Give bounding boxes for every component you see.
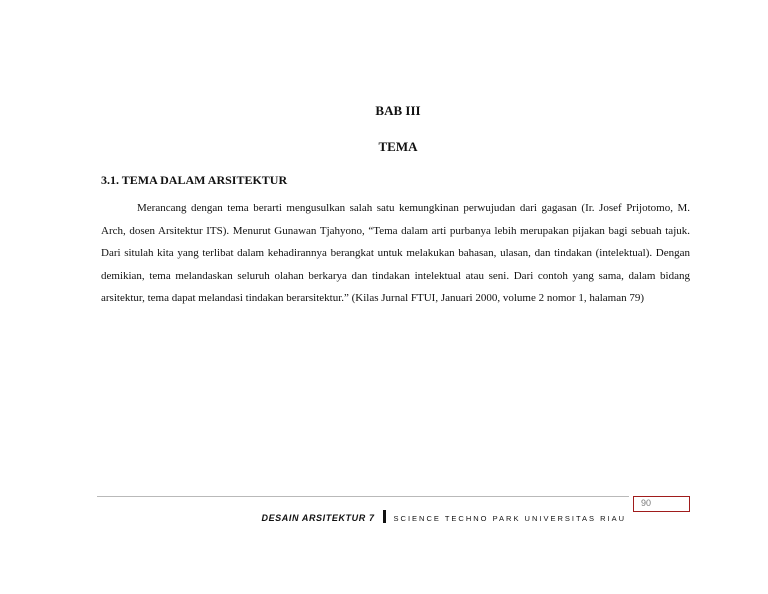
chapter-title: BAB III — [375, 103, 421, 118]
page-number: 90 — [641, 498, 652, 508]
footer-separator — [383, 510, 386, 523]
section-heading: 3.1. TEMA DALAM ARSITEKTUR — [101, 173, 288, 187]
footer-project-title: SCIENCE TECHNO PARK UNIVERSITAS RIAU — [393, 514, 626, 523]
body-paragraph: Merancang dengan tema berarti mengusulkan salah satu kemungkinan perwujudan dari gagasan (Ir. Josef Prijotomo, M. Arch, dosen Arsitektur ITS). Menurut Gunawan Tjahyono, “Tema dalam arti purbanya lebih merupakan pijakan bagi sebuah tajuk. Dari situlah kita yang terlibat dalam kehadirannya berangkat untuk melakukan bahasan, ulasan, dan tindakan (intelektual). Dengan demikian, tema melandaskan seluruh olahan berkarya dan tindakan intelektual atau seni. Dari contoh yang sama, dalam bidang arsitektur, tema dapat melandasi tindakan berarsitektur.” (Kilas Jurnal FTUI, Januari 2000, volume 2 nomor 1, halaman 79) — [101, 202, 690, 305]
footer-divider — [97, 496, 629, 497]
footer-course-title: DESAIN ARSITEKTUR 7 — [261, 513, 375, 523]
theme-title: TEMA — [378, 139, 418, 154]
footer — [261, 508, 626, 526]
